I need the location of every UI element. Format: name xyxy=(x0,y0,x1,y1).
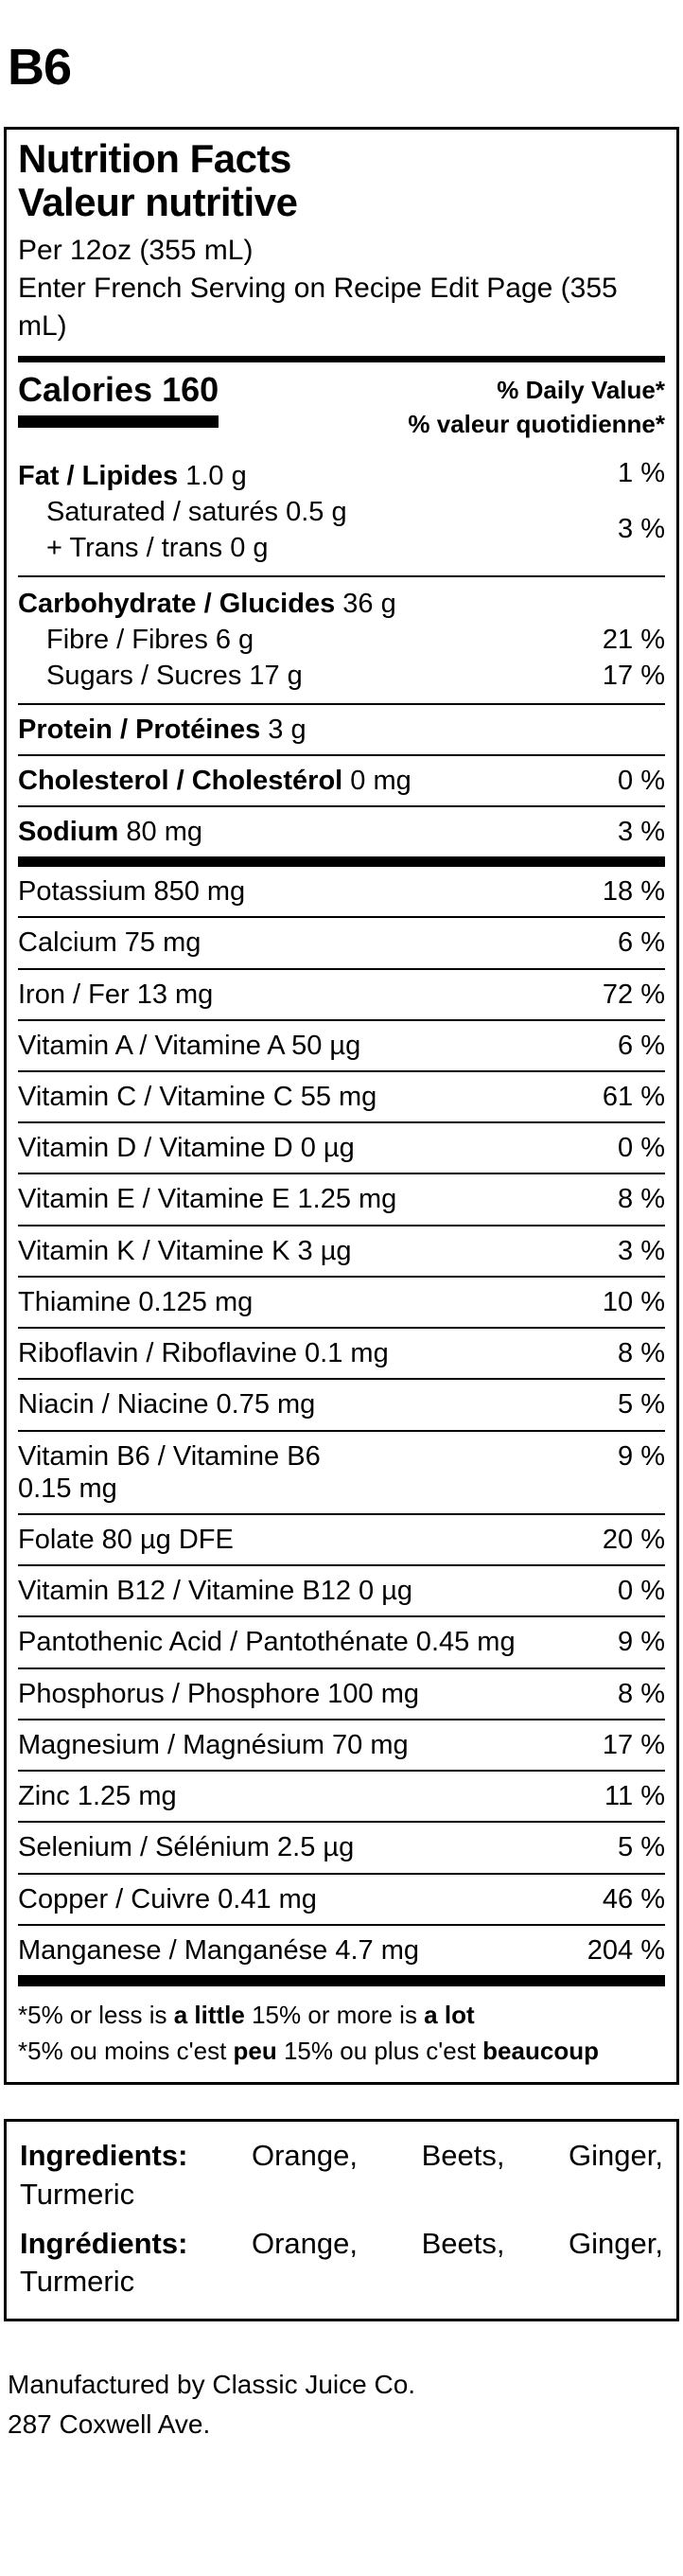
nutrient-row xyxy=(18,1719,665,1770)
nutrient-row xyxy=(18,968,665,1019)
nutrient-row xyxy=(18,1667,665,1719)
fibre-dv: 21 % xyxy=(602,624,665,655)
nutrient-dv: 11 % xyxy=(604,1781,665,1812)
sugars-row: Sugars / Sucres 17 g 17 % xyxy=(18,658,665,694)
nutrient-dv: 5 % xyxy=(618,1389,665,1420)
nutrient-row xyxy=(18,1276,665,1327)
page-title: B6 xyxy=(8,39,72,96)
sodium-dv: 3 % xyxy=(618,816,665,847)
nutrient-row xyxy=(18,1070,665,1121)
nutrient-label: Zinc 1.25 mg xyxy=(18,1781,177,1812)
nutrient-row xyxy=(18,1564,665,1615)
nutrient-row xyxy=(18,1327,665,1378)
nutrient-row xyxy=(18,1173,665,1224)
sodium-row: Sodium 80 mg 3 % xyxy=(18,805,665,856)
nutrient-dv: 17 % xyxy=(602,1729,665,1760)
ingredients-spacer xyxy=(20,2214,663,2225)
nutrient-dv: 18 % xyxy=(602,876,665,908)
nutrient-dv: 6 % xyxy=(618,1030,665,1061)
sodium-divider-bar xyxy=(18,856,665,867)
fat-dv: 1 % xyxy=(618,457,665,488)
protein-row: Protein / Protéines 3 g xyxy=(18,703,665,754)
nutrient-dv: 9 % xyxy=(618,1627,665,1658)
nutrient-label: Folate 80 µg DFE xyxy=(18,1525,234,1555)
fat-group xyxy=(18,450,665,575)
nutrient-row xyxy=(18,1615,665,1667)
daily-value-header xyxy=(408,374,665,442)
fibre-row: Fibre / Fibres 6 g 21 % xyxy=(18,622,665,658)
footnote-en: *5% or less is a little 15% or more is a lot xyxy=(18,2000,475,2029)
nutrient-dv: 8 % xyxy=(618,1338,665,1369)
nutrient-label: Thiamine 0.125 mg xyxy=(18,1286,254,1317)
nutrient-label: Selenium / Sélénium 2.5 µg xyxy=(18,1832,355,1863)
nutrient-dv: 8 % xyxy=(618,1184,665,1215)
nutrient-row xyxy=(18,1770,665,1821)
sugars-dv: 17 % xyxy=(602,661,665,692)
trans-row: + Trans / trans 0 g xyxy=(46,533,269,564)
carbohydrate-group xyxy=(18,575,665,703)
nutrient-dv: 8 % xyxy=(618,1678,665,1709)
nutrition-facts-panel xyxy=(4,127,679,2085)
nutrient-dv: 0 % xyxy=(618,1576,665,1607)
nutrient-label: Vitamin B12 / Vitamine B12 0 µg xyxy=(18,1576,413,1607)
daily-value-header-en: % Daily Value* xyxy=(497,376,665,405)
nutrient-dv: 46 % xyxy=(602,1883,665,1914)
nutrient-row xyxy=(18,1821,665,1872)
nutrient-dv: 5 % xyxy=(618,1832,665,1863)
ingredients-overflow-fr: Turmeric xyxy=(20,2265,135,2299)
nutrient-dv: 10 % xyxy=(602,1286,665,1317)
nutrient-row xyxy=(18,1924,665,1975)
ingredients-label-en: Ingredients: xyxy=(20,2139,188,2173)
nutrient-label: Vitamin B6 / Vitamine B6 0.15 mg xyxy=(18,1440,321,1504)
nutrient-row xyxy=(18,1873,665,1924)
manufacturer-line1: Manufactured by Classic Juice Co. xyxy=(8,2369,416,2399)
nutrient-row xyxy=(18,1225,665,1276)
nutrient-label: Vitamin D / Vitamine D 0 µg xyxy=(18,1133,355,1164)
serving-size-fr: Enter French Serving on Recipe Edit Page (355 mL) xyxy=(18,272,618,342)
nutrient-label: Phosphorus / Phosphore 100 mg xyxy=(18,1678,419,1709)
ingredients-line-en: Ingredients: Orange, Beets, Ginger, xyxy=(20,2137,663,2175)
nutrient-dv: 204 % xyxy=(587,1934,665,1966)
nutrient-row xyxy=(18,1378,665,1429)
nutrient-dv: 20 % xyxy=(602,1525,665,1555)
saturated-trans-dv: 3 % xyxy=(618,513,665,544)
title-fr: Valeur nutritive xyxy=(18,180,298,225)
nutrient-label: Niacin / Niacine 0.75 mg xyxy=(18,1389,316,1420)
nutrient-row xyxy=(18,1430,665,1513)
ingredients-panel xyxy=(4,2119,679,2320)
nutrient-dv: 6 % xyxy=(618,927,665,959)
nutrient-label: Vitamin A / Vitamine A 50 µg xyxy=(18,1030,361,1061)
carbohydrate-row: Carbohydrate / Glucides 36 g xyxy=(18,588,396,619)
manufacturer-info xyxy=(8,2365,683,2444)
cholesterol-row: Cholesterol / Cholestérol 0 mg 0 % xyxy=(18,754,665,805)
saturated-row: Saturated / saturés 0.5 g xyxy=(46,497,347,528)
nutrient-row xyxy=(18,1019,665,1070)
manufacturer-line2: 287 Coxwell Ave. xyxy=(8,2408,211,2439)
nutrient-table xyxy=(18,450,665,2069)
cholesterol-dv: 0 % xyxy=(618,765,665,796)
fat-row: Fat / Lipides 1.0 g xyxy=(18,460,247,491)
nutrient-dv: 72 % xyxy=(602,979,665,1010)
nutrient-dv: 0 % xyxy=(618,1133,665,1164)
header-divider-bar xyxy=(18,356,665,362)
nutrient-label: Vitamin C / Vitamine C 55 mg xyxy=(18,1082,377,1113)
nutrient-row xyxy=(18,1121,665,1173)
nutrient-label: Pantothenic Acid / Pantothénate 0.45 mg xyxy=(18,1627,516,1658)
nutrient-label: Calcium 75 mg xyxy=(18,927,201,959)
daily-value-header-fr: % valeur quotidienne* xyxy=(408,410,665,439)
nutrient-label: Potassium 850 mg xyxy=(18,876,246,908)
nutrient-row xyxy=(18,1513,665,1564)
nutrient-label: Magnesium / Magnésium 70 mg xyxy=(18,1729,409,1760)
nutrient-dv: 3 % xyxy=(618,1235,665,1266)
nutrient-label: Vitamin E / Vitamine E 1.25 mg xyxy=(18,1184,397,1215)
nutrient-row xyxy=(18,916,665,967)
nutrient-dv: 9 % xyxy=(618,1440,665,1472)
serving-size-en: Per 12oz (355 mL) xyxy=(18,235,254,267)
title-en: Nutrition Facts xyxy=(18,136,291,181)
nutrient-label: Vitamin K / Vitamine K 3 µg xyxy=(18,1235,352,1266)
calories-row xyxy=(18,372,665,442)
ingredients-line-fr: Ingrédients: Orange, Beets, Ginger, xyxy=(20,2225,663,2263)
footnote-fr: *5% ou moins c'est peu 15% ou plus c'est beaucoup xyxy=(18,2036,599,2065)
bottom-divider-bar xyxy=(18,1975,665,1986)
micronutrient-rows xyxy=(18,867,665,1975)
ingredients-overflow-en: Turmeric xyxy=(20,2177,135,2211)
nutrient-label: Riboflavin / Riboflavine 0.1 mg xyxy=(18,1338,389,1369)
calories-value: Calories 160 xyxy=(18,372,219,428)
ingredients-label-fr: Ingrédients: xyxy=(20,2226,188,2260)
nutrient-label: Manganese / Manganése 4.7 mg xyxy=(18,1934,419,1966)
nutrient-label: Iron / Fer 13 mg xyxy=(18,979,214,1010)
nutrient-label: Copper / Cuivre 0.41 mg xyxy=(18,1883,317,1914)
nutrient-dv: 61 % xyxy=(602,1082,665,1113)
nutrient-row xyxy=(18,867,665,916)
